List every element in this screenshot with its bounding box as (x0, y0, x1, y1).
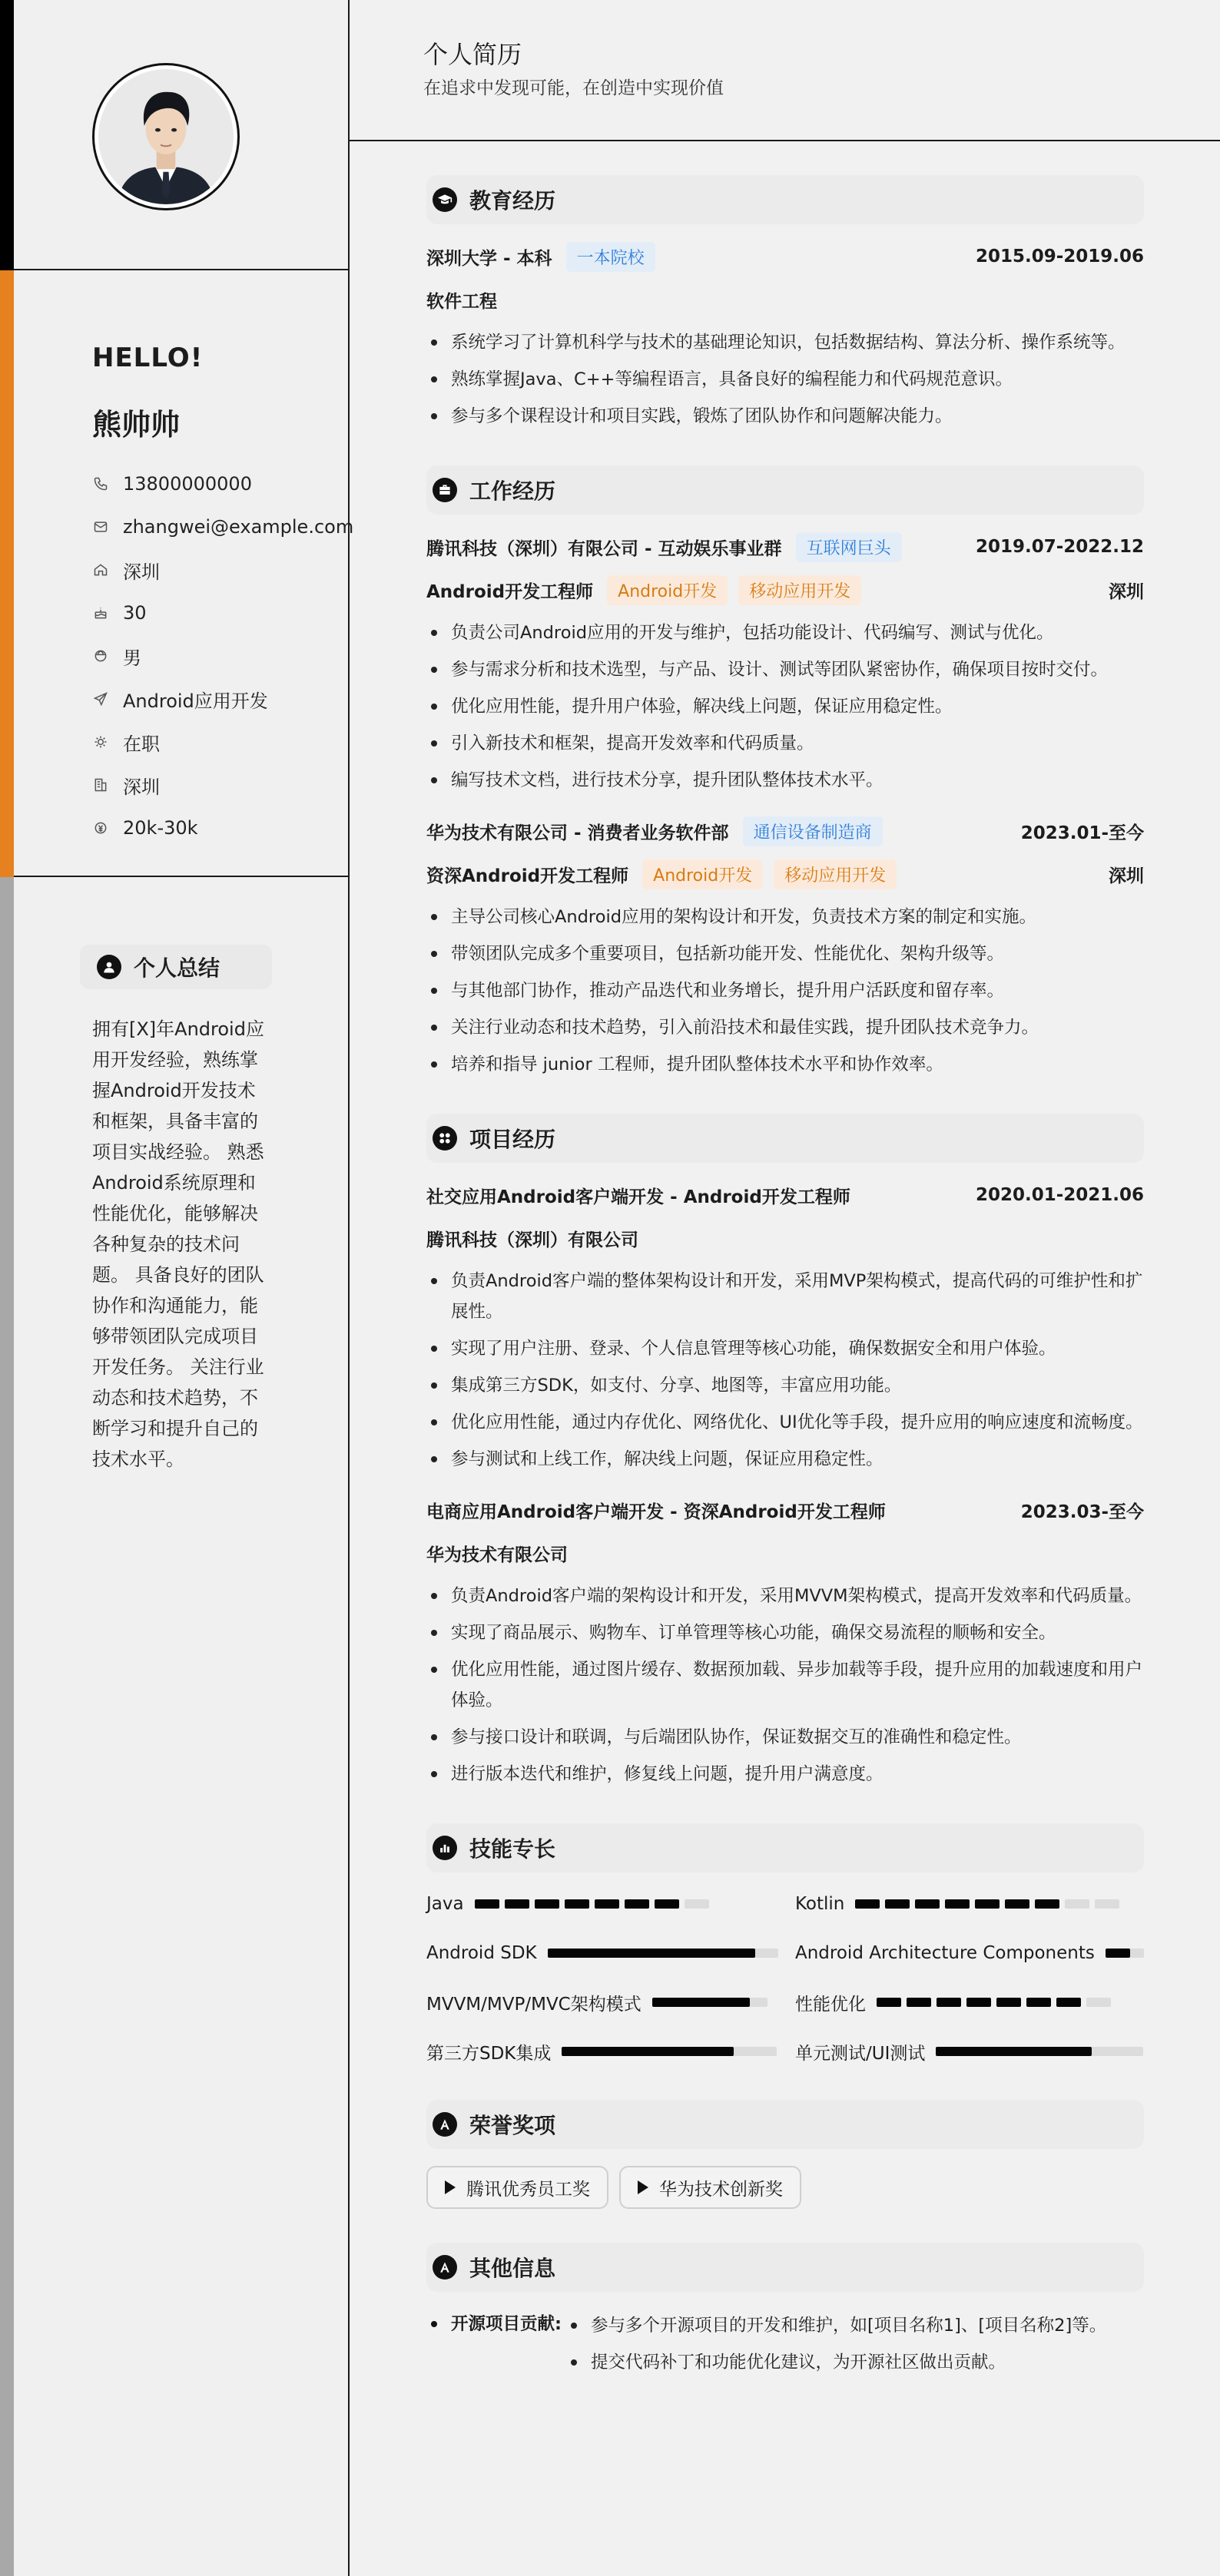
skill-segment (1065, 1899, 1089, 1909)
awards-section (426, 2100, 1144, 2209)
role-tag: Android开发 (607, 575, 728, 605)
building-icon (92, 776, 109, 793)
info-value: 深圳 (123, 561, 160, 583)
gender-icon (92, 647, 109, 664)
work-date: 2023.01-至今 (1020, 823, 1144, 843)
skill-name: MVVM/MVP/MVC架构模式 (426, 1994, 641, 2015)
list-item: 系统学习了计算机科学与技术的基础理论知识，包括数据结构、算法分析、操作系统等。 (426, 327, 1144, 358)
skill-segment (475, 1899, 499, 1909)
skill-segment (1005, 1899, 1029, 1909)
skill-name: Android Architecture Components (795, 1943, 1095, 1963)
skill-segment (975, 1899, 1000, 1909)
work-section (426, 465, 1144, 1080)
info-value: zhangwei@example.com (123, 516, 354, 538)
skill-item (426, 2037, 795, 2066)
work-bullets (426, 902, 1144, 1080)
info-value: 深圳 (123, 776, 160, 798)
list-item: 负责Android客户端的整体架构设计和开发，采用MVP架构模式，提高代码的可维护性和扩展性。 (426, 1266, 1144, 1327)
project-bullets (426, 1581, 1144, 1790)
skill-meter (475, 1899, 733, 1909)
status-icon (92, 733, 109, 750)
avatar-portrait (98, 69, 234, 204)
section-header (426, 175, 1144, 224)
summary-text: 拥有[X]年Android应用开发经验，熟练掌握Android开发技术和框架，具备丰富的项目实战经验。 熟悉Android系统原理和性能优化，能够解决各种复杂的技术问题。 具备良好的团队协作和沟通能力，能够带领团队完成项目开发任务。 关注行业动态和技术趋势，不断学习和提升自己的技术水平。 (92, 1018, 264, 1470)
job-role: Android开发工程师 (426, 581, 594, 602)
list-item: 带领团队完成多个重要项目，包括新功能开发、性能优化、架构升级等。 (426, 939, 1144, 969)
skill-meter (936, 2047, 1143, 2056)
skill-segment (907, 1998, 931, 2007)
skill-segment (685, 1899, 709, 1909)
salary-icon (92, 819, 109, 836)
section-header (426, 1114, 1144, 1163)
skill-fill (652, 1998, 751, 2007)
company-tag: 互联网巨头 (796, 532, 902, 562)
work-bullets (426, 618, 1144, 796)
info-work-city (92, 763, 353, 806)
info-salary (92, 806, 353, 849)
other-label: 开源项目贡献: (426, 2309, 562, 2384)
skill-item (795, 1988, 1144, 2017)
info-email (92, 505, 353, 548)
skill-item (795, 1889, 1144, 1919)
briefcase-icon (433, 478, 457, 502)
grid-icon (433, 1126, 457, 1151)
section-title: 荣誉奖项 (469, 2113, 556, 2138)
skill-segment (945, 1899, 970, 1909)
section-title: 其他信息 (469, 2256, 556, 2281)
work-city: 深圳 (1109, 581, 1144, 602)
role-tag: Android开发 (642, 859, 763, 889)
list-item: 实现了用户注册、登录、个人信息管理等核心功能，确保数据安全和用户体验。 (426, 1333, 1144, 1364)
sidebar (0, 0, 354, 2576)
summary-title: 个人总结 (134, 955, 220, 981)
skill-segment (535, 1899, 559, 1909)
sidebar-divider (14, 876, 350, 877)
award-icon (433, 2112, 457, 2137)
skill-meter (548, 1949, 778, 1958)
company-tag: 通信设备制造商 (743, 816, 883, 846)
work-entry (426, 531, 1144, 796)
accent-strip-gray (0, 877, 14, 2576)
avatar (92, 63, 240, 210)
skill-item (426, 1939, 795, 1968)
bar-chart-icon (433, 1836, 457, 1860)
major-row (426, 284, 1144, 315)
page-subtitle: 在追求中发现可能，在创造中实现价值 (423, 78, 724, 98)
other-section (426, 2243, 1144, 2384)
project-bullets (426, 1266, 1144, 1475)
skill-segment (505, 1899, 529, 1909)
skills-grid (426, 1889, 1144, 2066)
info-gender (92, 634, 353, 677)
skill-segment (1026, 1998, 1051, 2007)
info-value: 13800000000 (123, 473, 252, 495)
graduation-cap-icon (433, 187, 457, 212)
skill-segment (885, 1899, 910, 1909)
info-job-target (92, 677, 353, 720)
main-content (350, 0, 1220, 2576)
section-title: 项目经历 (469, 1127, 556, 1152)
skill-meter (877, 1998, 1130, 2007)
page-title: 个人简历 (423, 40, 522, 69)
info-value: 20k-30k (123, 817, 198, 839)
section-header (426, 465, 1144, 515)
list-item: 引入新技术和框架，提高开发效率和代码质量。 (426, 728, 1144, 759)
project-date: 2020.01-2021.06 (975, 1185, 1144, 1205)
accent-strip-orange (0, 270, 14, 877)
info-age (92, 591, 353, 634)
list-item: 进行版本迭代和维护，修复线上问题，提升用户满意度。 (426, 1759, 1144, 1790)
skill-segment (1035, 1899, 1059, 1909)
skill-segment (1056, 1998, 1081, 2007)
skill-segment (877, 1998, 901, 2007)
list-item: 编写技术文档，进行技术分享，提升团队整体技术水平。 (426, 765, 1144, 796)
list-item: 参与测试和上线工作，解决线上问题，保证应用稳定性。 (426, 1444, 1144, 1475)
education-row (426, 241, 1144, 272)
role-tag: 移动应用开发 (774, 859, 897, 889)
list-item: 参与需求分析和技术选型，与产品、设计、测试等团队紧密协作，确保项目按时交付。 (426, 654, 1144, 685)
skill-segment (996, 1998, 1021, 2007)
work-entry (426, 816, 1144, 1080)
awards-list (426, 2166, 1144, 2209)
info-value: 30 (123, 602, 147, 624)
major: 软件工程 (426, 291, 497, 312)
skill-item (426, 1889, 795, 1919)
phone-icon (92, 475, 109, 492)
skill-fill (562, 2047, 734, 2056)
skill-meter (652, 1998, 767, 2007)
skill-name: Kotlin (795, 1894, 845, 1914)
project-entry (426, 1180, 1144, 1475)
info-value: 男 (123, 647, 141, 669)
list-item: 优化应用性能，通过图片缓存、数据预加载、异步加载等手段，提升应用的加载速度和用户体验。 (426, 1654, 1144, 1716)
info-status (92, 720, 353, 763)
skill-name: 第三方SDK集成 (426, 2043, 552, 2064)
send-icon (92, 690, 109, 707)
section-header (426, 1823, 1144, 1872)
award-icon (433, 2255, 457, 2280)
skill-segment (655, 1899, 679, 1909)
role-tag: 移动应用开发 (738, 575, 861, 605)
skill-name: Android SDK (426, 1943, 537, 1963)
info-location (92, 548, 353, 591)
skill-segment (1095, 1899, 1119, 1909)
cake-icon (92, 604, 109, 621)
school-name: 深圳大学 - 本科 (426, 248, 552, 269)
summary-section-header (80, 945, 272, 989)
skill-fill (1106, 1949, 1131, 1958)
skill-item (795, 1939, 1144, 1968)
project-name: 电商应用Android客户端开发 - 资深Android开发工程师 (426, 1502, 886, 1522)
company-name: 腾讯科技（深圳）有限公司 - 互动娱乐事业群 (426, 538, 782, 559)
list-item: 主导公司核心Android应用的架构设计和开发，负责技术方案的制定和实施。 (426, 902, 1144, 932)
user-icon (97, 955, 121, 979)
accent-strip-black (0, 0, 14, 270)
other-bullets (566, 2310, 1106, 2384)
education-date: 2015.09-2019.06 (975, 247, 1144, 267)
skill-segment (966, 1998, 991, 2007)
other-info (426, 2309, 1144, 2384)
skill-segment (855, 1899, 880, 1909)
play-icon (445, 2180, 456, 2194)
section-title: 工作经历 (469, 478, 556, 504)
list-item: 优化应用性能，提升用户体验，解决线上问题，保证应用稳定性。 (426, 691, 1144, 722)
skill-fill (548, 1949, 755, 1958)
list-item: 参与多个开源项目的开发和维护，如[项目名称1]、[项目名称2]等。 (566, 2310, 1106, 2341)
list-item: 培养和指导 junior 工程师，提升团队整体技术水平和协作效率。 (426, 1049, 1144, 1080)
contact-info-list (92, 462, 353, 849)
skill-segment (565, 1899, 589, 1909)
skills-section (426, 1823, 1144, 2066)
project-entry (426, 1495, 1144, 1790)
person-name: 熊帅帅 (92, 408, 181, 442)
section-header (426, 2100, 1144, 2149)
header-divider (350, 140, 1220, 141)
list-item: 优化应用性能，通过内存优化、网络优化、UI优化等手段，提升应用的响应速度和流畅度。 (426, 1407, 1144, 1438)
projects-section (426, 1114, 1144, 1790)
skill-item (426, 1988, 795, 2017)
work-date: 2019.07-2022.12 (975, 537, 1144, 557)
project-name: 社交应用Android客户端开发 - Android开发工程师 (426, 1187, 850, 1207)
list-item: 参与接口设计和联调，与后端团队协作，保证数据交互的准确性和稳定性。 (426, 1722, 1144, 1753)
list-item: 参与多个课程设计和项目实践，锻炼了团队协作和问题解决能力。 (426, 401, 1144, 432)
skill-segment (625, 1899, 649, 1909)
skill-name: 性能优化 (795, 1994, 866, 2015)
play-icon (638, 2180, 648, 2194)
skill-segment (915, 1899, 940, 1909)
home-icon (92, 561, 109, 578)
hello-heading: HELLO! (92, 343, 204, 373)
skill-name: Java (426, 1894, 464, 1914)
award-chip[interactable] (619, 2166, 801, 2209)
project-company: 腾讯科技（深圳）有限公司 (426, 1230, 638, 1250)
list-item: 提交代码补丁和功能优化建议，为开源社区做出贡献。 (566, 2347, 1106, 2378)
project-date: 2023.03-至今 (1020, 1502, 1144, 1522)
mail-icon (92, 518, 109, 535)
skill-segment (937, 1998, 961, 2007)
education-section (426, 175, 1144, 432)
list-item: 实现了商品展示、购物车、订单管理等核心功能，确保交易流程的顺畅和安全。 (426, 1617, 1144, 1648)
skill-item (795, 2037, 1144, 2066)
section-title: 教育经历 (469, 188, 556, 214)
info-phone (92, 462, 353, 505)
award-label: 腾讯优秀员工奖 (466, 2179, 590, 2200)
skill-name: 单元测试/UI测试 (795, 2043, 926, 2064)
award-chip[interactable] (426, 2166, 608, 2209)
list-item: 集成第三方SDK，如支付、分享、地图等，丰富应用功能。 (426, 1370, 1144, 1401)
skill-meter (562, 2047, 777, 2056)
info-value: 在职 (123, 733, 160, 755)
skill-fill (936, 2047, 1092, 2056)
work-city: 深圳 (1109, 866, 1144, 886)
section-header (426, 2243, 1144, 2292)
list-item: 熟练掌握Java、C++等编程语言，具备良好的编程能力和代码规范意识。 (426, 364, 1144, 395)
job-role: 资深Android开发工程师 (426, 866, 629, 886)
skill-meter (1106, 1949, 1144, 1958)
section-title: 技能专长 (469, 1836, 556, 1862)
skill-segment (1086, 1998, 1111, 2007)
award-label: 华为技术创新奖 (659, 2179, 783, 2200)
info-value: Android应用开发 (123, 690, 268, 712)
list-item: 负责Android客户端的架构设计和开发，采用MVVM架构模式，提高开发效率和代码质量。 (426, 1581, 1144, 1611)
sidebar-divider (14, 269, 350, 270)
school-tag: 一本院校 (566, 242, 655, 272)
skill-segment (595, 1899, 619, 1909)
skill-meter (855, 1899, 1139, 1909)
company-name: 华为技术有限公司 - 消费者业务软件部 (426, 823, 729, 843)
project-company: 华为技术有限公司 (426, 1545, 568, 1565)
list-item: 负责公司Android应用的开发与维护，包括功能设计、代码编写、测试与优化。 (426, 618, 1144, 648)
list-item: 与其他部门协作，推动产品迭代和业务增长，提升用户活跃度和留存率。 (426, 975, 1144, 1006)
list-item: 关注行业动态和技术趋势，引入前沿技术和最佳实践，提升团队技术竞争力。 (426, 1012, 1144, 1043)
education-bullets (426, 327, 1144, 432)
